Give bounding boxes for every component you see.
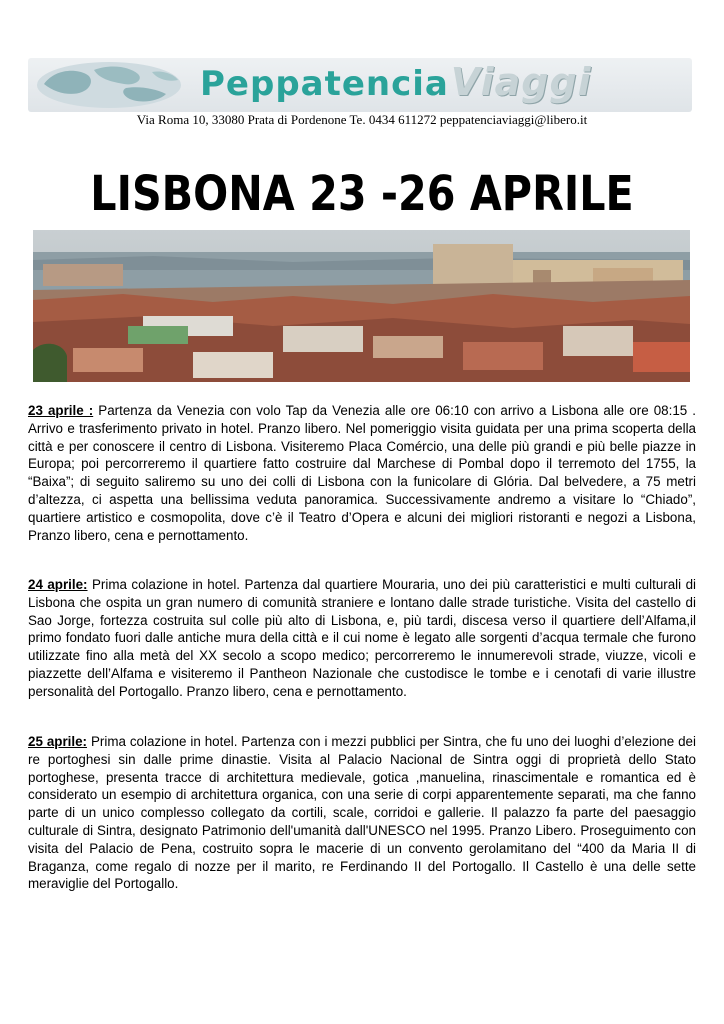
day-label: 24 aprile: bbox=[28, 577, 88, 592]
agency-address: Via Roma 10, 33080 Prata di Pordenone Te. 0434 611272 peppatenciaviaggi@libero.it bbox=[136, 112, 588, 127]
day-description: Prima colazione in hotel. Partenza con i mezzi pubblici per Sintra, che fu uno dei luoghi d’elezione dei re portoghesi sin dalle prime dinastie. Visita al Palacio Nacional de Sintra oggi di proprietà dello Stato portoghese, presenta tracce di architettura medievale, gotica ,manuelina, rinascimentale e romantica ed è considerato un esempio di architettura organica, con una serie di corpi apparentemente separati, ma che fanno parte di un unico complesso collegato da cortili, scale, corridoi e gallerie. Il palazzo fa parte del paesaggio culturale di Sintra, designato Patrimonio dell'umanità dall'UNESCO nel 1995. Pranzo Libero. Proseguimento con visita del Palacio de Pena, costruito sopra le macerie di un convento gerolamitano del “400 da Maria II di Braganza, come regalo di nozze per il marito, re Ferdinando II del Portogallo. Il Castello è una delle sette meraviglie del Portogallo. bbox=[28, 734, 696, 892]
day-description: Prima colazione in hotel. Partenza dal quartiere Mouraria, uno dei più caratteristici e multi culturali di Lisbona che ospita un gran numero di comunità straniere e lontano dalle strade turistiche. Visita del castello di Sao Jorge, fortezza costruita sul colle più alto di Lisbona, e, più tardi, discesa verso il quartiere dell’Alfama,il primo fondato fuori dalle antiche mura della città e il cui nome è legato alle sorgenti d’acqua termale che furono utilizzate fino alla metà del XX secolo a scopo medico; percorreremo le innumerevoli strade, viuzze, vicoli e piazzette dell’Alfama e visiteremo il Pantheon Nazionale che custodisce le tombe e i cenotafi di varie illustre personalità del Portogallo. Pranzo libero, cena e pernottamento. bbox=[28, 577, 696, 699]
brand-logo bbox=[200, 60, 592, 106]
day-description: Partenza da Venezia con volo Tap da Venezia alle ore 06:10 con arrivo a Lisbona alle ore 08:15 . Arrivo e trasferimento privato in hotel. Pranzo libero. Nel pomeriggio visita guidata per una prima scoperta della città e per conoscere il centro di Lisbona. Visiteremo Placa Comércio, una delle più grandi e più belle piazze in Europa; poi percorreremo il quartiere fatto costruire dal Marchese di Pombal dopo il terremoto del 1755, la “Baixa”; di seguito saliremo su uno dei colli di Lisbona con la funicolare di Glória. Dal belvedere, a 75 metri d’altezza, ci aspetta una bellissima veduta panoramica. Successivamente andremo a visitare lo “Chiado”, quartiere artistico e cosmopolita, dove c’è il Teatro d’Opera e alcuni dei migliori ristoranti e negozi a Lisbona, Pranzo libero, cena e pernottamento. bbox=[28, 403, 697, 543]
itinerary-day-1 bbox=[28, 402, 696, 544]
world-map-logo bbox=[34, 60, 184, 110]
page-title: LISBONA 23 -26 APRILE bbox=[90, 166, 634, 222]
lisbon-panorama-photo bbox=[33, 230, 690, 382]
brand-secondary: Viaggi bbox=[450, 60, 592, 104]
brand-primary: Peppatencia bbox=[200, 64, 449, 104]
day-label: 23 aprile : bbox=[28, 403, 94, 418]
itinerary-day-2 bbox=[28, 576, 696, 701]
itinerary-day-3 bbox=[28, 733, 696, 893]
day-label: 25 aprile: bbox=[28, 734, 88, 749]
header-banner bbox=[28, 58, 692, 112]
